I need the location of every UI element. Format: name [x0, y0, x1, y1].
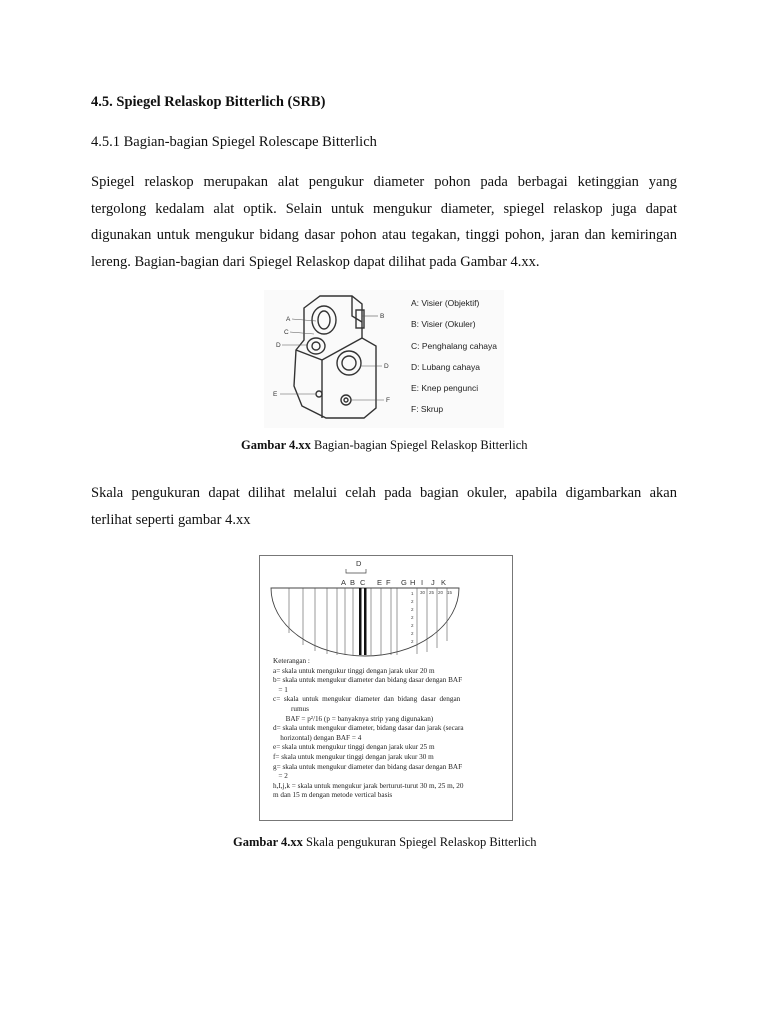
scale-column-label: K [441, 578, 447, 587]
legend-item: A: Visier (Objektif) [411, 298, 480, 308]
scale-black-strip [359, 588, 362, 655]
parts-legend [411, 297, 497, 425]
scale-note-line: d= skala untuk mengukur diameter, bidang dasar dan jarak (secara [273, 724, 464, 733]
scale-number: 2 [411, 623, 414, 628]
scale-number: 30 [420, 590, 426, 595]
scale-number: 2 [411, 615, 414, 620]
paragraph-line: tergolong kedalam alat optik. Selain untuk mengukur diameter, spiegel relaskop juga dapat [91, 200, 677, 217]
part-label-f: F [386, 397, 390, 404]
scale-number: 15 [447, 590, 453, 595]
scale-number: 1 [411, 591, 414, 596]
paragraph-line: Skala pengukuran dapat dilihat melalui celah pada bagian okuler, apabila digambarkan akan [91, 485, 677, 501]
scale-note-line: BAF = p²/16 (p = banyaknya strip yang digunakan) [273, 714, 434, 723]
legend-item: B: Visier (Okuler) [411, 319, 476, 330]
part-label-c: C [284, 329, 289, 336]
legend-item: F: Skrup [411, 404, 444, 415]
figure1-caption-label: Gambar 4.xx [241, 438, 311, 452]
legend-item: D: Lubang cahaya [411, 361, 480, 372]
scale-note-line: horizontal) dengan BAF = 4 [273, 733, 362, 742]
paragraph-line: terlihat seperti gambar 4.xx [91, 511, 251, 528]
scale-label-d: D [356, 559, 362, 568]
scale-note-line: f= skala untuk mengukur tinggi dengan jarak ukur 30 m [273, 752, 434, 761]
part-label-a: A [286, 316, 291, 323]
scale-column-label: I [421, 578, 424, 587]
scale-column-label: F [386, 578, 391, 587]
legend-item: C: Penghalang cahaya [411, 340, 498, 351]
paragraph-line: Spiegel relaskop merupakan alat pengukur diameter pohon pada berbagai ketinggian yang [91, 174, 677, 190]
scale-number: 25 [429, 590, 435, 595]
scale-column-label: G [401, 578, 407, 587]
scale-note-line: h,I,j,k = skala untuk mengukur jarak berturut-turut 30 m, 25 m, 20 [273, 781, 464, 790]
scale-note-line: e= skala untuk mengukur tinggi dengan jarak ukur 25 m [273, 743, 435, 752]
scale-note-line: = 2 [273, 772, 288, 781]
scale-number: 2 [411, 631, 414, 636]
scale-column-label: E [377, 578, 383, 587]
scale-note-line: = 1 [273, 685, 288, 694]
scale-column-label: C [360, 578, 366, 587]
figure1-caption-text: Bagian-bagian Spiegel Relaskop Bitterlich [310, 438, 528, 452]
figure1-caption [241, 438, 528, 453]
scale-number: 2 [411, 639, 414, 644]
scale-column-label: H [410, 578, 416, 587]
scale-notes [273, 657, 509, 801]
scale-note-line: a= skala untuk mengukur tinggi dengan jarak ukur 20 m [273, 666, 435, 675]
scale-number: 20 [438, 590, 444, 595]
scale-note-line: rumus [273, 704, 309, 713]
scale-column-label: J [431, 578, 435, 587]
part-label-b: B [380, 313, 385, 320]
scale-bracket-d [346, 569, 366, 573]
scale-note-line: b= skala untuk mengukur diameter dan bidang dasar dengan BAF [273, 676, 463, 685]
scale-number: 2 [411, 599, 414, 604]
scale-number: 2 [411, 607, 414, 612]
section-title: 4.5. Spiegel Relaskop Bitterlich (SRB) [91, 94, 326, 110]
part-label-d-right: D [384, 363, 389, 370]
subsection-title: 4.5.1 Bagian-bagian Spiegel Rolescape Bitterlich [91, 134, 377, 150]
part-label-d: D [276, 342, 281, 349]
paragraph-intro [91, 169, 677, 275]
scale-note-line: c= skala untuk mengukur diameter dan bidang dasar dengan [273, 695, 461, 704]
scale-column-label: A [341, 578, 347, 587]
paragraph-scale [91, 480, 677, 533]
part-label-e: E [273, 391, 278, 398]
legend-item: E: Knep pengunci [411, 383, 479, 394]
scale-black-strip [364, 588, 367, 655]
relascope-scale-diagram [259, 555, 513, 657]
paragraph-line: lereng. Bagian-bagian dari Spiegel Relaskop dapat dilihat pada Gambar 4.xx. [91, 253, 540, 270]
scale-note-line: m dan 15 m dengan metode vertical basis [273, 791, 393, 800]
figure2-caption-label: Gambar 4.xx [233, 835, 303, 849]
figure2-caption-text: Skala pengukuran Spiegel Relaskop Bitterlich [302, 835, 537, 849]
paragraph-line: digunakan untuk mengukur bidang dasar pohon atau tegakan, tinggi pohon, jaran dan kemiringan [91, 227, 677, 243]
figure2-caption [233, 835, 537, 850]
scale-column-label: B [350, 578, 356, 587]
scale-note-line: Keterangan : [273, 657, 310, 665]
scale-note-line: g= skala untuk mengukur diameter dan bidang dasar dengan BAF [273, 762, 463, 771]
